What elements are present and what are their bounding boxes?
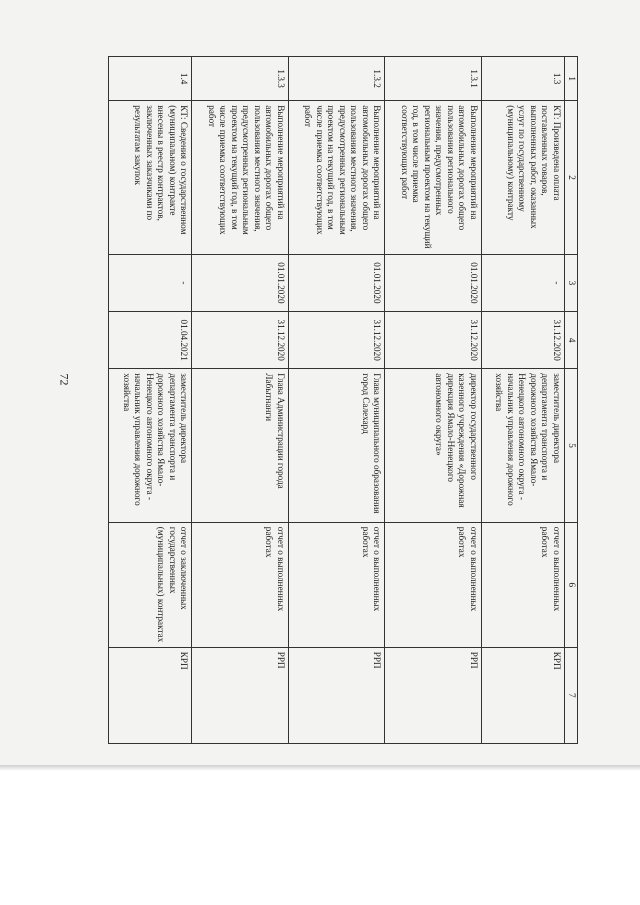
table-row xyxy=(385,57,481,744)
table-row xyxy=(109,57,192,744)
row-number: 1.3.3 xyxy=(192,57,288,101)
end-date-cell: 31.12.2020 xyxy=(385,312,481,369)
table-row xyxy=(288,57,384,744)
responsible-cell: Глава муниципального образования город Салехард xyxy=(288,369,384,523)
document-cell: отчет о заключенных государственных (муниципальных) контрактах xyxy=(109,522,192,647)
level-cell: РРП xyxy=(192,647,288,743)
level-cell: РРП xyxy=(385,647,481,743)
row-number: 1.4 xyxy=(109,57,192,101)
responsible-cell: заместитель директора департамента транспорта и дорожного хозяйства Ямало-Ненецкого автономного округа - начальник управления дорожного хозяйства xyxy=(109,369,192,523)
document-cell: отчет о выполненных работах xyxy=(192,522,288,647)
row-number: 1.3.2 xyxy=(288,57,384,101)
responsible-cell: директор государственного казенного учреждения «Дорожная дирекция Ямало-Ненецкого автономного округа» xyxy=(385,369,481,523)
level-cell: КРП xyxy=(481,647,564,743)
column-header: 3 xyxy=(565,254,578,311)
start-date-cell: 01.01.2020 xyxy=(192,254,288,311)
document-cell: отчет о выполненных работах xyxy=(288,522,384,647)
row-number: 1.3.1 xyxy=(385,57,481,101)
table-header-row xyxy=(565,57,578,744)
table-row xyxy=(481,57,564,744)
event-cell: Выполнение мероприятий на автомобильных дорогах общего пользования регионального значения, предусмотренных региональным проектом на текущий год, в том числе приемка соответствующих работ xyxy=(385,101,481,255)
event-cell: КТ: Сведения о государственном (муниципальном) контракте внесены в реестр контрактов, заключенных заказчиками по результатам закупок xyxy=(109,101,192,255)
responsible-cell: заместитель директора департамента транспорта и дорожного хозяйства Ямало-Ненецкого автономного округа - начальник управления дорожного хозяйства xyxy=(481,369,564,523)
table-rotated-wrapper xyxy=(108,56,578,744)
end-date-cell: 31.12.2020 xyxy=(288,312,384,369)
start-date-cell: - xyxy=(109,254,192,311)
event-cell: КТ: Произведена оплата поставленных товаров, выполненных работ, оказанных услуг по государственному (муниципальному) контракту xyxy=(481,101,564,255)
start-date-cell: - xyxy=(481,254,564,311)
column-header: 6 xyxy=(565,522,578,647)
end-date-cell: 31.12.2020 xyxy=(481,312,564,369)
document-cell: отчет о выполненных работах xyxy=(481,522,564,647)
plan-table xyxy=(108,56,578,744)
column-header: 5 xyxy=(565,369,578,523)
column-header: 4 xyxy=(565,312,578,369)
event-cell: Выполнение мероприятий на автомобильных дорогах общего пользования местного значения, предусмотренных региональным проектом на текущий год, в том числе приемка соответствующих работ xyxy=(288,101,384,255)
row-number: 1.3 xyxy=(481,57,564,101)
end-date-cell: 01.04.2021 xyxy=(109,312,192,369)
page-number: 72 xyxy=(57,373,72,386)
start-date-cell: 01.01.2020 xyxy=(288,254,384,311)
column-header: 2 xyxy=(565,101,578,255)
event-cell: Выполнение мероприятий на автомобильных дорогах общего пользования местного значения, предусмотренных региональным проектом на текущий год, в том числе приемка соответствующих работ xyxy=(192,101,288,255)
document-cell: отчет о выполненных работах xyxy=(385,522,481,647)
level-cell: РРП xyxy=(288,647,384,743)
table-row xyxy=(192,57,288,744)
responsible-cell: Глава Администрации города Лабытнанги xyxy=(192,369,288,523)
column-header: 7 xyxy=(565,647,578,743)
scan-edge-shadow xyxy=(0,765,640,771)
end-date-cell: 31.12.2020 xyxy=(192,312,288,369)
level-cell: КРП xyxy=(109,647,192,743)
start-date-cell: 01.01.2020 xyxy=(385,254,481,311)
column-header: 1 xyxy=(565,57,578,101)
